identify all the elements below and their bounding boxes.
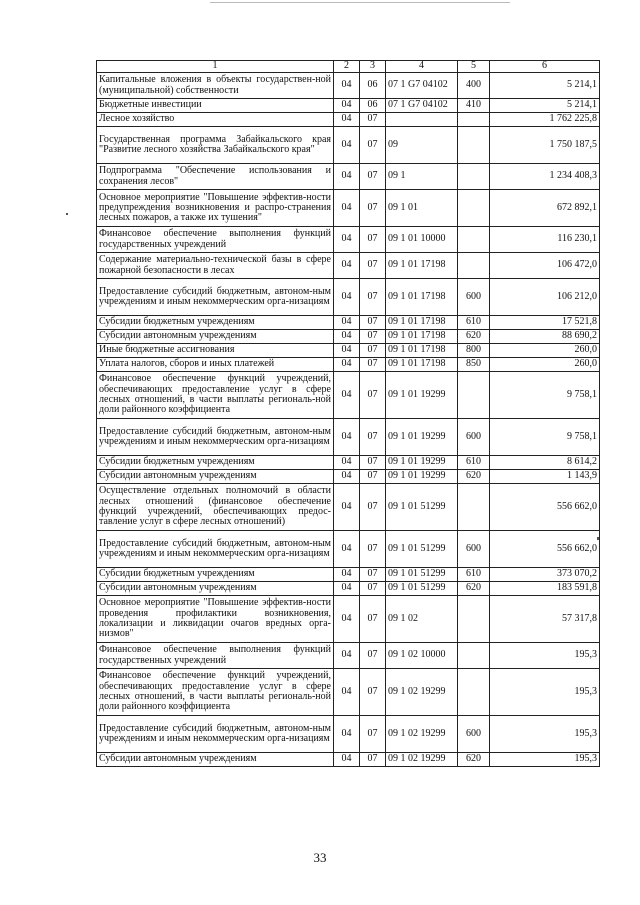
target-article-code: 09 1 01 19299 (386, 470, 458, 484)
column-header-6: 6 (490, 61, 600, 73)
subsection-code: 07 (360, 316, 386, 330)
target-article-code: 09 1 01 17198 (386, 253, 458, 279)
row-name: Субсидии бюджетным учреждениям (97, 568, 334, 582)
subsection-code: 07 (360, 456, 386, 470)
amount: 57 317,8 (490, 596, 600, 643)
subsection-code: 07 (360, 484, 386, 531)
expense-type-code: 600 (458, 531, 490, 568)
row-name: Субсидии автономным учреждениям (97, 330, 334, 344)
row-name: Бюджетные инвестиции (97, 99, 334, 113)
target-article-code: 09 1 01 17198 (386, 330, 458, 344)
subsection-code: 07 (360, 358, 386, 372)
table-row (97, 669, 600, 716)
subsection-code: 07 (360, 372, 386, 419)
amount: 1 234 408,3 (490, 164, 600, 190)
section-code: 04 (334, 596, 360, 643)
target-article-code: 09 1 01 19299 (386, 372, 458, 419)
section-code: 04 (334, 127, 360, 164)
row-name: Предоставление субсидий бюджетным, автоном-ным учреждениям и иным некоммерческим орга-низациям (97, 419, 334, 456)
amount: 1 143,9 (490, 470, 600, 484)
expense-type-code (458, 253, 490, 279)
section-code: 04 (334, 753, 360, 767)
amount: 373 070,2 (490, 568, 600, 582)
section-code: 04 (334, 484, 360, 531)
subsection-code: 07 (360, 419, 386, 456)
table-row (97, 582, 600, 596)
top-rule (210, 2, 510, 3)
section-code: 04 (334, 372, 360, 419)
table-row (97, 344, 600, 358)
target-article-code: 09 1 01 19299 (386, 456, 458, 470)
expense-type-code: 610 (458, 568, 490, 582)
expense-type-code (458, 164, 490, 190)
expense-type-code (458, 484, 490, 531)
amount: 1 762 225,8 (490, 113, 600, 127)
table-row (97, 227, 600, 253)
table-row (97, 316, 600, 330)
target-article-code: 09 1 02 10000 (386, 643, 458, 669)
table-row (97, 190, 600, 227)
target-article-code: 09 1 01 17198 (386, 279, 458, 316)
section-code: 04 (334, 316, 360, 330)
amount: 5 214,1 (490, 99, 600, 113)
budget-table (96, 60, 600, 767)
target-article-code: 09 1 01 51299 (386, 484, 458, 531)
row-name: Субсидии автономным учреждениям (97, 470, 334, 484)
page-number: 33 (313, 850, 327, 865)
table-row (97, 113, 600, 127)
table-row (97, 330, 600, 344)
subsection-code: 07 (360, 113, 386, 127)
row-name: Основное мероприятие "Повышение эффектив-ности проведения профилактики возникновения, локализации и ликвидации очагов вредных орга-низмов" (97, 596, 334, 643)
section-code: 04 (334, 582, 360, 596)
subsection-code: 07 (360, 531, 386, 568)
row-name: Финансовое обеспечение функций учреждений, обеспечивающих предоставление услуг в сфере лесных отношений, в части выплаты региональ-ной доли районного коэффициента (97, 669, 334, 716)
section-code: 04 (334, 470, 360, 484)
row-name: Субсидии бюджетным учреждениям (97, 456, 334, 470)
table-row (97, 127, 600, 164)
row-name: Капитальные вложения в объекты государствен-ной (муниципальной) собственности (97, 73, 334, 99)
table-row (97, 279, 600, 316)
table-row (97, 531, 600, 568)
column-header-2: 2 (334, 61, 360, 73)
amount: 5 214,1 (490, 73, 600, 99)
subsection-code: 07 (360, 344, 386, 358)
section-code: 04 (334, 568, 360, 582)
amount: 195,3 (490, 716, 600, 753)
row-name: Предоставление субсидий бюджетным, автоном-ным учреждениям и иным некоммерческим орга-низациям (97, 716, 334, 753)
section-code: 04 (334, 531, 360, 568)
row-name: Предоставление субсидий бюджетным, автоном-ным учреждениям и иным некоммерческим орга-низациям (97, 531, 334, 568)
expense-type-code: 800 (458, 344, 490, 358)
row-name: Финансовое обеспечение функций учреждений, обеспечивающих предоставление услуг в сфере лесных отношений, в части выплаты региональ-ной доли районного коэффициента (97, 372, 334, 419)
target-article-code: 09 1 01 17198 (386, 358, 458, 372)
section-code: 04 (334, 643, 360, 669)
target-article-code: 09 1 01 19299 (386, 419, 458, 456)
row-name: Лесное хозяйство (97, 113, 334, 127)
column-header-5: 5 (458, 61, 490, 73)
amount: 106 472,0 (490, 253, 600, 279)
expense-type-code (458, 372, 490, 419)
target-article-code: 07 1 G7 04102 (386, 99, 458, 113)
target-article-code: 09 1 01 (386, 190, 458, 227)
subsection-code: 07 (360, 753, 386, 767)
section-code: 04 (334, 716, 360, 753)
section-code: 04 (334, 358, 360, 372)
row-name: Субсидии автономным учреждениям (97, 582, 334, 596)
section-code: 04 (334, 73, 360, 99)
table-row (97, 568, 600, 582)
table-row (97, 470, 600, 484)
subsection-code: 06 (360, 99, 386, 113)
column-header-1: 1 (97, 61, 334, 73)
subsection-code: 07 (360, 643, 386, 669)
amount: 106 212,0 (490, 279, 600, 316)
amount: 116 230,1 (490, 227, 600, 253)
row-name: Предоставление субсидий бюджетным, автоном-ным учреждениям и иным некоммерческим орга-низациям (97, 279, 334, 316)
table-row (97, 716, 600, 753)
expense-type-code (458, 643, 490, 669)
subsection-code: 07 (360, 127, 386, 164)
amount: 17 521,8 (490, 316, 600, 330)
row-name: Содержание материально-технической базы в сфере пожарной безопасности в лесах (97, 253, 334, 279)
subsection-code: 07 (360, 568, 386, 582)
target-article-code: 09 1 01 51299 (386, 568, 458, 582)
row-name: Уплата налогов, сборов и иных платежей (97, 358, 334, 372)
table-row (97, 99, 600, 113)
row-name: Финансовое обеспечение выполнения функций государственных учреждений (97, 227, 334, 253)
subsection-code: 07 (360, 582, 386, 596)
expense-type-code: 620 (458, 470, 490, 484)
expense-type-code: 400 (458, 73, 490, 99)
amount: 9 758,1 (490, 372, 600, 419)
expense-type-code: 620 (458, 582, 490, 596)
target-article-code: 09 1 01 10000 (386, 227, 458, 253)
section-code: 04 (334, 113, 360, 127)
margin-mark (597, 537, 599, 540)
subsection-code: 07 (360, 164, 386, 190)
amount: 1 750 187,5 (490, 127, 600, 164)
amount: 195,3 (490, 753, 600, 767)
row-name: Иные бюджетные ассигнования (97, 344, 334, 358)
row-name: Государственная программа Забайкальского края "Развитие лесного хозяйства Забайкальского края" (97, 127, 334, 164)
column-header-4: 4 (386, 61, 458, 73)
section-code: 04 (334, 99, 360, 113)
subsection-code: 07 (360, 716, 386, 753)
row-name: Подпрограмма "Обеспечение использования и сохранения лесов" (97, 164, 334, 190)
subsection-code: 07 (360, 330, 386, 344)
subsection-code: 07 (360, 227, 386, 253)
amount: 8 614,2 (490, 456, 600, 470)
amount: 88 690,2 (490, 330, 600, 344)
row-name: Осуществление отдельных полномочий в области лесных отношений (финансовое обеспечение функций учреждений, обеспечивающих предос-тавление услуг в сфере лесных отношений) (97, 484, 334, 531)
target-article-code: 09 1 (386, 164, 458, 190)
section-code: 04 (334, 253, 360, 279)
table-row (97, 419, 600, 456)
subsection-code: 07 (360, 253, 386, 279)
target-article-code: 09 1 01 17198 (386, 344, 458, 358)
amount: 260,0 (490, 358, 600, 372)
table-row (97, 358, 600, 372)
amount: 195,3 (490, 669, 600, 716)
row-name: Основное мероприятие "Повышение эффектив-ности предупреждения возникновения и распро-странения лесных пожаров, а также их тушения" (97, 190, 334, 227)
section-code: 04 (334, 330, 360, 344)
margin-mark (66, 213, 68, 215)
expense-type-code: 620 (458, 753, 490, 767)
expense-type-code: 410 (458, 99, 490, 113)
expense-type-code (458, 190, 490, 227)
target-article-code: 09 1 01 17198 (386, 316, 458, 330)
subsection-code: 07 (360, 669, 386, 716)
target-article-code (386, 113, 458, 127)
section-code: 04 (334, 279, 360, 316)
target-article-code: 09 1 01 51299 (386, 582, 458, 596)
table-row (97, 456, 600, 470)
section-code: 04 (334, 669, 360, 716)
expense-type-code (458, 227, 490, 253)
target-article-code: 09 1 01 51299 (386, 531, 458, 568)
section-code: 04 (334, 190, 360, 227)
target-article-code: 09 1 02 19299 (386, 753, 458, 767)
row-name: Субсидии автономным учреждениям (97, 753, 334, 767)
table-row (97, 253, 600, 279)
table-row (97, 73, 600, 99)
amount: 195,3 (490, 643, 600, 669)
target-article-code: 07 1 G7 04102 (386, 73, 458, 99)
expense-type-code (458, 669, 490, 716)
expense-type-code (458, 113, 490, 127)
amount: 9 758,1 (490, 419, 600, 456)
section-code: 04 (334, 227, 360, 253)
expense-type-code: 850 (458, 358, 490, 372)
subsection-code: 07 (360, 279, 386, 316)
target-article-code: 09 1 02 (386, 596, 458, 643)
amount: 183 591,8 (490, 582, 600, 596)
table-row (97, 164, 600, 190)
target-article-code: 09 1 02 19299 (386, 669, 458, 716)
table-row (97, 643, 600, 669)
target-article-code: 09 1 02 19299 (386, 716, 458, 753)
section-code: 04 (334, 419, 360, 456)
expense-type-code: 600 (458, 419, 490, 456)
expense-type-code: 600 (458, 279, 490, 316)
subsection-code: 06 (360, 73, 386, 99)
expense-type-code: 610 (458, 316, 490, 330)
target-article-code: 09 (386, 127, 458, 164)
row-name: Финансовое обеспечение выполнения функций государственных учреждений (97, 643, 334, 669)
section-code: 04 (334, 344, 360, 358)
column-header-3: 3 (360, 61, 386, 73)
expense-type-code: 620 (458, 330, 490, 344)
expense-type-code: 610 (458, 456, 490, 470)
amount: 260,0 (490, 344, 600, 358)
expense-type-code: 600 (458, 716, 490, 753)
section-code: 04 (334, 164, 360, 190)
table-body (97, 73, 600, 767)
subsection-code: 07 (360, 470, 386, 484)
amount: 556 662,0 (490, 531, 600, 568)
table-row (97, 753, 600, 767)
amount: 556 662,0 (490, 484, 600, 531)
row-name: Субсидии бюджетным учреждениям (97, 316, 334, 330)
subsection-code: 07 (360, 596, 386, 643)
amount: 672 892,1 (490, 190, 600, 227)
expense-type-code (458, 596, 490, 643)
table-row (97, 372, 600, 419)
expense-type-code (458, 127, 490, 164)
table-row (97, 484, 600, 531)
subsection-code: 07 (360, 190, 386, 227)
section-code: 04 (334, 456, 360, 470)
table-row (97, 596, 600, 643)
header-row (97, 61, 600, 73)
